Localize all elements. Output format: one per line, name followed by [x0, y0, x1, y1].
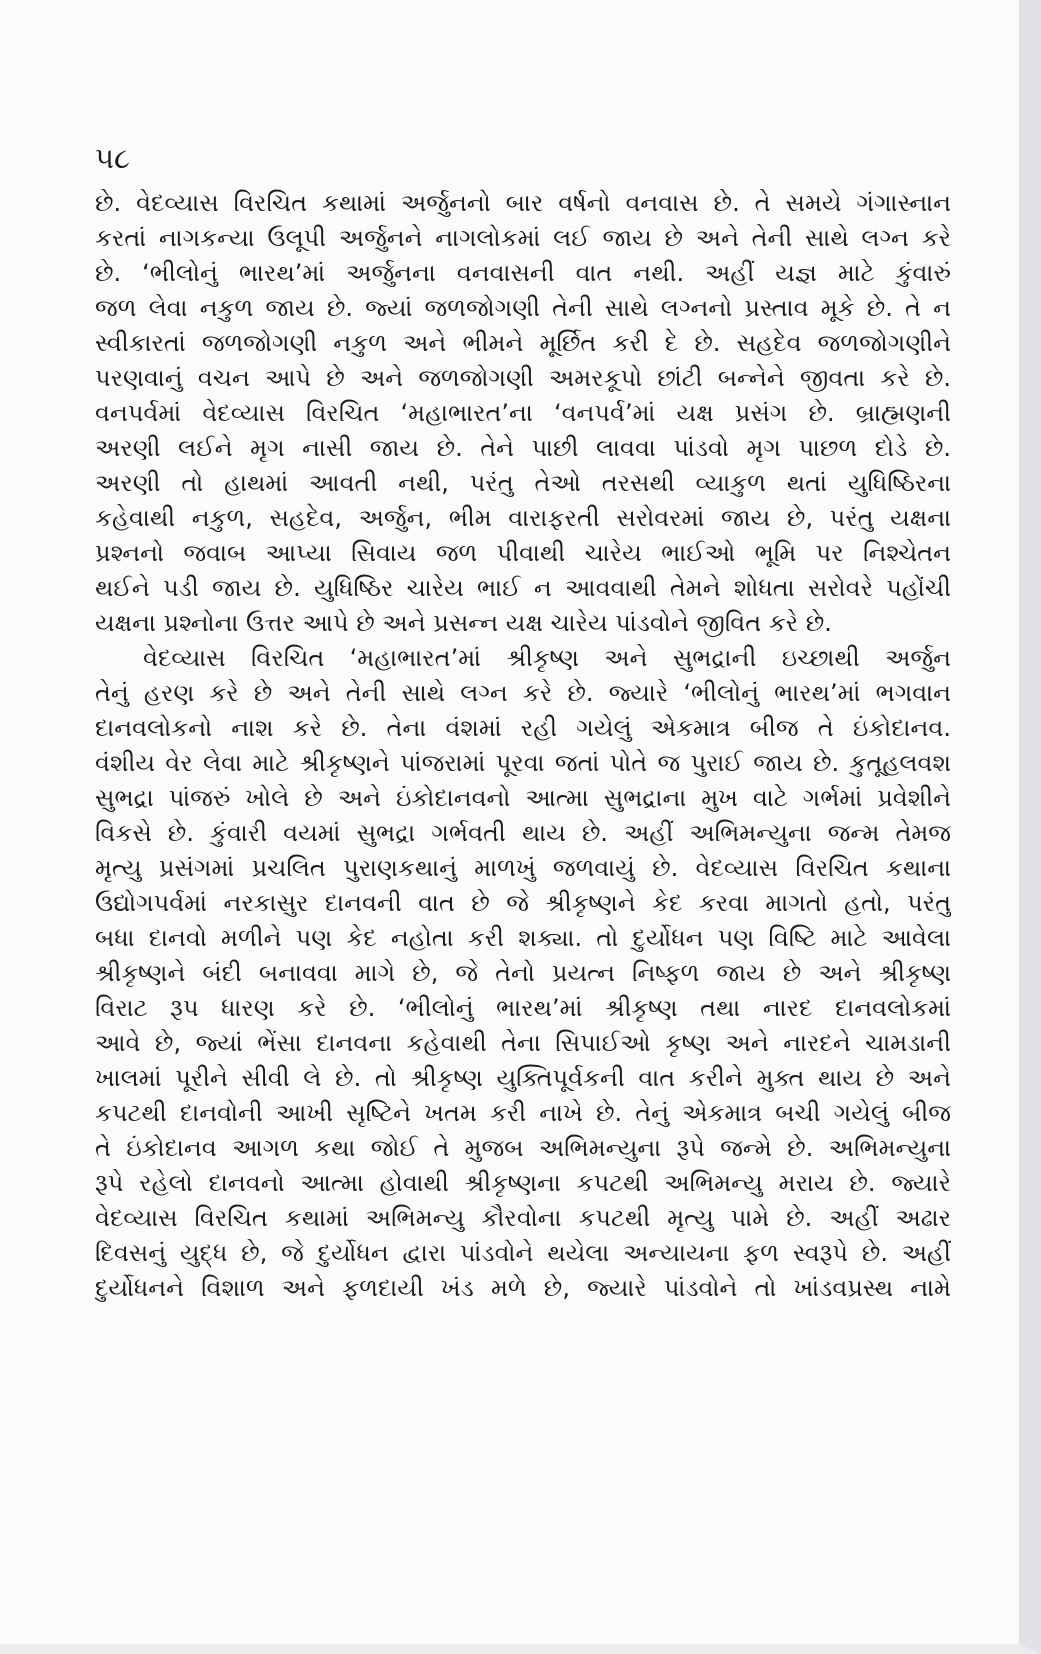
- text-line: વેદવ્યાસ વિરચિત ‘મહાભારત’માં શ્રીકૃષ્ણ અને સુભદ્રાની ઇચ્છાથી અર્જુન: [143, 644, 951, 672]
- text-line: સુભદ્રા પાંજરું ખોલે છે અને ઇંકોદાનવનો આત્મા સુભદ્રાના મુખ વાટે ગર્ભમાં પ્રવેશીને: [95, 784, 951, 812]
- paragraph: [95, 186, 951, 641]
- text-line: તે ઇંકોદાનવ આગળ કથા જોઈ તે મુજબ અભિમન્યુના રૂપે જન્મે છે. અભિમન્યુના: [95, 1134, 951, 1162]
- text-line: વિકસે છે. કુંવારી વયમાં સુભદ્રા ગર્ભવતી થાય છે. અહીં અભિમન્યુના જન્મ તેમજ: [95, 819, 951, 847]
- page-number: ૫૮: [95, 141, 131, 175]
- text-line: વેદવ્યાસ વિરચિત કથામાં અભિમન્યુ કૌરવોના કપટથી મૃત્યુ પામે છે. અહીં અઢાર: [95, 1204, 951, 1232]
- text-line: છે. ‘ભીલોનું ભારથ’માં અર્જુનના વનવાસની વાત નથી. અહીં યજ્ઞ માટે કુંવારું: [95, 259, 951, 287]
- text-line: કહેવાથી નકુળ, સહદેવ, અર્જુન, ભીમ વારાફરતી સરોવરમાં જાય છે, પરંતુ યક્ષના: [95, 504, 951, 532]
- text-line: જળ લેવા નકુળ જાય છે. જ્યાં જળજોગણી તેની સાથે લગ્નનો પ્રસ્તાવ મૂકે છે. તે ન: [95, 294, 951, 322]
- text-line: દિવસનું યુદ્ધ છે, જે દુર્યોધન દ્વારા પાંડવોને થયેલા અન્યાયના ફળ સ્વરૂપે છે. અહીં: [95, 1239, 951, 1267]
- text-line: વંશીય વેર લેવા માટે શ્રીકૃષ્ણને પાંજરામાં પૂરવા જતાં પોતે જ પુરાઈ જાય છે. કુતૂહલવશ: [95, 749, 951, 777]
- text-line: કરતાં નાગકન્યા ઉલૂપી અર્જુનને નાગલોકમાં લઈ જાય છે અને તેની સાથે લગ્ન કરે: [95, 224, 951, 252]
- text-line: થઈને પડી જાય છે. યુધિષ્ઠિર ચારેય ભાઈ ન આવવાથી તેમને શોધતા સરોવરે પહોંચી: [95, 574, 951, 602]
- body-text: [95, 186, 951, 1306]
- text-line: ખાલમાં પૂરીને સીવી લે છે. તો શ્રીકૃષ્ણ યુક્તિપૂર્વકની વાત કરીને મુક્ત થાય છે અને: [95, 1064, 951, 1092]
- text-line: દાનવલોકનો નાશ કરે છે. તેના વંશમાં રહી ગયેલું એકમાત્ર બીજ તે ઇંકોદાનવ.: [95, 714, 951, 742]
- text-line: પરણવાનું વચન આપે છે અને જળજોગણી અમરકૂપો છાંટી બન્નેને જીવતા કરે છે.: [95, 364, 951, 392]
- text-line: પ્રશ્નનો જવાબ આપ્યા સિવાય જળ પીવાથી ચારેય ભાઈઓ ભૂમિ પર નિશ્ચેતન: [95, 539, 951, 567]
- text-line: રૂપે રહેલો દાનવનો આત્મા હોવાથી શ્રીકૃષ્ણના કપટથી અભિમન્યુ મરાય છે. જ્યારે: [95, 1169, 951, 1197]
- text-line: સ્વીકારતાં જળજોગણી નકુળ અને ભીમને મૂર્છિત કરી દે છે. સહદેવ જળજોગણીને: [95, 329, 951, 357]
- text-line: વિરાટ રૂપ ધારણ કરે છે. ‘ભીલોનું ભારથ’માં શ્રીકૃષ્ણ તથા નારદ દાનવલોકમાં: [95, 994, 951, 1022]
- text-line: વનપર્વમાં વેદવ્યાસ વિરચિત ‘મહાભારત’ના ‘વનપર્વ’માં યક્ષ પ્રસંગ છે. બ્રાહ્મણની: [95, 399, 951, 427]
- text-line: શ્રીકૃષ્ણને બંદી બનાવવા માગે છે, જે તેનો પ્રયત્ન નિષ્ફળ જાય છે અને શ્રીકૃષ્ણ: [95, 959, 951, 987]
- text-line: આવે છે, જ્યાં ભેંસા દાનવના કહેવાથી તેના સિપાઈઓ કૃષ્ણ અને નારદને ચામડાની: [95, 1029, 951, 1057]
- text-line: દુર્યોધનને વિશાળ અને ફળદાયી ખંડ મળે છે, જ્યારે પાંડવોને તો ખાંડવપ્રસ્થ નામે: [95, 1274, 951, 1302]
- text-line: કપટથી દાનવોની આખી સૃષ્ટિને ખતમ કરી નાખે છે. તેનું એકમાત્ર બચી ગયેલું બીજ: [95, 1099, 951, 1127]
- text-line: ઉદ્યોગપર્વમાં નરકાસુર દાનવની વાત છે જે શ્રીકૃષ્ણને કેદ કરવા માગતો હતો, પરંતુ: [95, 889, 951, 917]
- text-line: યક્ષના પ્રશ્નોના ઉત્તર આપે છે અને પ્રસન્ન યક્ષ ચારેય પાંડવોને જીવિત કરે છે.: [95, 609, 832, 637]
- paragraph: [95, 641, 951, 1306]
- text-line: બધા દાનવો મળીને પણ કેદ નહોતા કરી શક્યા. તો દુર્યોધન પણ વિષ્ટિ માટે આવેલા: [95, 924, 951, 952]
- text-line: મૃત્યુ પ્રસંગમાં પ્રચલિત પુરાણકથાનું માળખું જળવાયું છે. વેદવ્યાસ વિરચિત કથાના: [95, 854, 951, 882]
- text-line: અરણી લઈને મૃગ નાસી જાય છે. તેને પાછી લાવવા પાંડવો મૃગ પાછળ દોડે છે.: [95, 434, 951, 462]
- text-line: અરણી તો હાથમાં આવતી નથી, પરંતુ તેઓ તરસથી વ્યાકુળ થતાં યુધિષ્ઠિરના: [95, 469, 951, 497]
- text-line: તેનું હરણ કરે છે અને તેની સાથે લગ્ન કરે છે. જ્યારે ‘ભીલોનું ભારથ’માં ભગવાન: [95, 679, 951, 707]
- text-line: છે. વેદવ્યાસ વિરચિત કથામાં અર્જુનનો બાર વર્ષનો વનવાસ છે. તે સમયે ગંગાસ્નાન: [95, 189, 951, 217]
